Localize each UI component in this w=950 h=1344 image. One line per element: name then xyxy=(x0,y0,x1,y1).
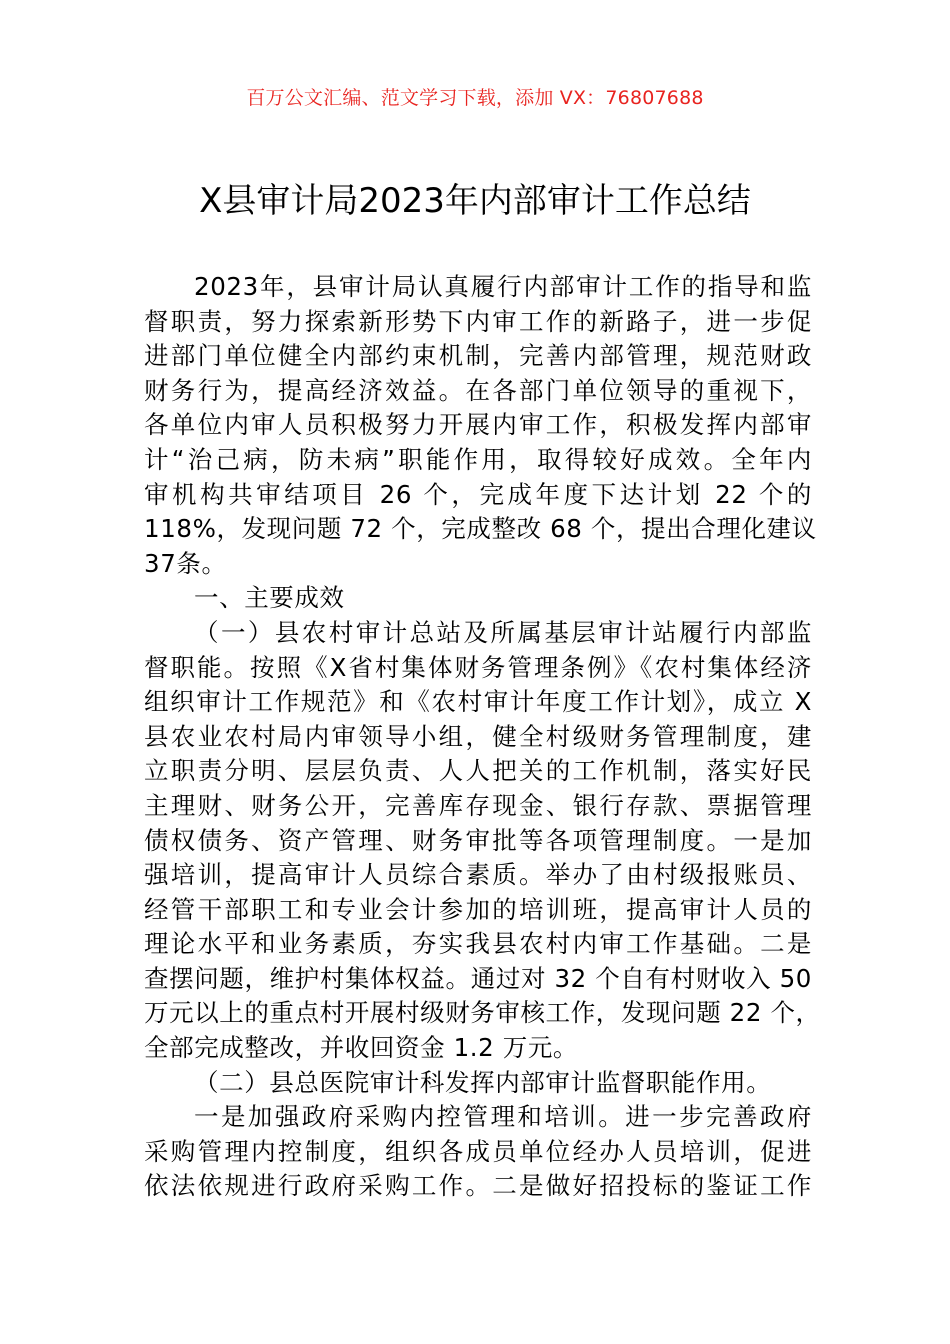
document-line: 县农业农村局内审领导小组，健全村级财务管理制度，建 xyxy=(144,721,812,751)
document-line: 各单位内审人员积极努力开展内审工作，积极发挥内部审 xyxy=(144,410,812,440)
document-title: X县审计局2023年内部审计工作总结 xyxy=(199,181,751,221)
document-line: 118%，发现问题 72 个，完成整改 68 个，提出合理化建议 xyxy=(144,514,817,544)
document-line: 理论水平和业务素质，夯实我县农村内审工作基础。二是 xyxy=(144,929,812,959)
document-line: 组织审计工作规范》和《农村审计年度工作计划》，成立 X xyxy=(144,687,812,717)
document-line: 采购管理内控制度，组织各成员单位经办人员培训，促进 xyxy=(144,1136,812,1166)
document-body xyxy=(144,270,821,1204)
document-line: 万元以上的重点村开展村级财务审核工作，发现问题 22 个， xyxy=(144,998,821,1028)
watermark-banner: 百万公文汇编、范文学习下载，添加 VX：76807688 xyxy=(246,87,704,109)
document-line: 2023年，县审计局认真履行内部审计工作的指导和监 xyxy=(194,272,812,301)
document-line: 立职责分明、层层负责、人人把关的工作机制，落实好民 xyxy=(144,756,812,786)
document-line: （一）县农村审计总站及所属基层审计站履行内部监 xyxy=(194,617,812,647)
document-line: 进部门单位健全内部约束机制，完善内部管理，规范财政 xyxy=(144,341,812,371)
document-line: 债权债务、资产管理、财务审批等各项管理制度。一是加 xyxy=(144,825,812,855)
document-line: 经管干部职工和专业会计参加的培训班，提高审计人员的 xyxy=(144,894,812,924)
document-line: 强培训，提高审计人员综合素质。举办了由村级报账员、 xyxy=(144,860,812,890)
document-line: （二）县总医院审计科发挥内部审计监督职能作用。 xyxy=(194,1067,772,1097)
document-line: 审机构共审结项目 26 个，完成年度下达计划 22 个的 xyxy=(144,479,812,509)
document-line: 一、主要成效 xyxy=(194,583,345,613)
document-line: 一是加强政府采购内控管理和培训。进一步完善政府 xyxy=(194,1102,812,1132)
document-line: 主理财、财务公开，完善库存现金、银行存款、票据管理 xyxy=(144,790,812,820)
document-line: 全部完成整改，并收回资金 1.2 万元。 xyxy=(144,1033,579,1063)
document-line: 37条。 xyxy=(144,548,227,578)
document-line: 计“治己病，防未病”职能作用，取得较好成效。全年内 xyxy=(144,444,812,474)
document-line: 财务行为，提高经济效益。在各部门单位领导的重视下， xyxy=(144,375,812,405)
document-line: 督职能。按照《X省村集体财务管理条例》《农村集体经济 xyxy=(144,652,812,682)
document-line: 督职责，努力探索新形势下内审工作的新路子，进一步促 xyxy=(144,306,812,336)
document-line: 依法依规进行政府采购工作。二是做好招投标的鉴证工作 xyxy=(144,1171,812,1201)
document-line: 查摆问题，维护村集体权益。通过对 32 个自有村财收入 50 xyxy=(144,963,812,993)
